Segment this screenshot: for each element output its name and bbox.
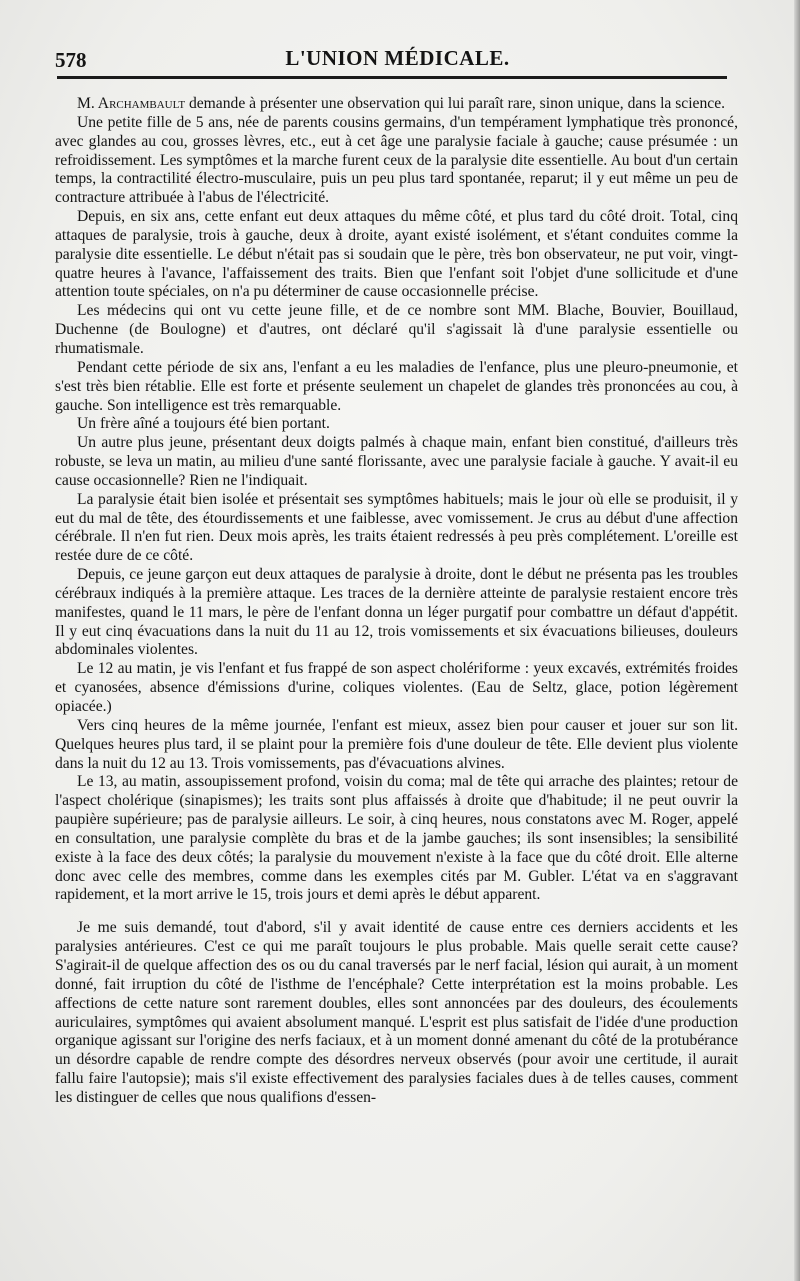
body-text [55, 95, 738, 1108]
paragraph: Depuis, ce jeune garçon eut deux attaques de paralysie à droite, dont le début ne présenta pas les troubles cérébraux indiqués à la première attaque. Les traces de la dernière atteinte de paralysie restaient encore très manifestes, quand le 11 mars, le père de l'enfant donna un léger purgatif pour combattre un défaut d'appétit. Il y eut cinq évacuations dans la nuit du 11 au 12, trois vomissements et six évacuations bilieuses, douleurs abdominales violentes. [55, 566, 738, 659]
paragraph: Les médecins qui ont vu cette jeune fille, et de ce nombre sont MM. Blache, Bouvier, Bouillaud, Duchenne (de Boulogne) et d'autres, ont déclaré qu'il s'agissait là d'une paralysie essentielle ou rhumatismale. [55, 302, 738, 357]
paragraph: Un autre plus jeune, présentant deux doigts palmés à chaque main, enfant bien constitué, d'ailleurs très robuste, se leva un matin, au milieu d'une santé florissante, avec une paralysie faciale à gauche. Y avait-il eu cause occasionnelle? Rien ne l'indiquait. [55, 434, 738, 489]
header-rule [57, 76, 727, 79]
paragraph: Un frère aîné a toujours été bien portant. [77, 415, 330, 433]
running-title: L'UNION MÉDICALE. [285, 46, 510, 70]
paragraph: Le 12 au matin, je vis l'enfant et fus frappé de son aspect cholériforme : yeux excavés, extrémités froides et cyanosées, absence d'émissions d'urine, coliques violentes. (Eau de Seltz, glace, potion légèrement opiacée.) [55, 660, 738, 715]
page-header [55, 40, 740, 70]
author-name: M. Archambault [77, 95, 186, 112]
paragraph: Je me suis demandé, tout d'abord, s'il y avait identité de cause entre ces derniers accidents et les paralysies antérieures. C'est ce qui me paraît toujours le plus probable. Mais quelle serait cette cause? S'agirait-il de quelque affection des os ou du canal traversés par le nerf facial, lésion qui aurait, à un moment donné, fait irruption du côté de l'isthme de l'encéphale? Cette interprétation est la moins probable. Les affections de cette nature sont rarement doubles, elles sont annoncées par des douleurs, des écoulements auriculaires, symptômes qui avaient absolument manqué. L'esprit est plus satisfait de l'idée d'une production organique agissant sur l'origine des nerfs faciaux, et à un moment donné amenant du côté de la protubérance un désordre capable de rendre compte des désordres nerveux observés (pour avoir une certitude, il aurait fallu faire l'autopsie); mais s'il existe effectivement des paralysies faciales dues à de telles causes, comment les distinguer de celles que nous qualifions d'essen- [55, 919, 738, 1106]
paragraph: Le 13, au matin, assoupissement profond, voisin du coma; mal de tête qui arrache des plaintes; retour de l'aspect cholérique (sinapismes); les traits sont plus affaissés à droite que d'habitude; il ne peut ouvrir la paupière supérieure; pas de paralysie ailleurs. Le soir, à cinq heures, nous constatons avec M. Roger, appelé en consultation, une paralysie complète du bras et de la jambe gauches; ils sont insensibles; la sensibilité existe à la face des deux côtés; la paralysie du mouvement n'existe à la face que du côté droit. Elle alterne donc avec celle des membres, comme dans les exemples cités par M. Gubler. L'état va en s'aggravant rapidement, et la mort arrive le 15, trois jours et demi après le début apparent. [55, 773, 738, 904]
paragraph: La paralysie était bien isolée et présentait ses symptômes habituels; mais le jour où elle se produisit, il y eut du mal de tête, des étourdissements et une faiblesse, avec vomissement. Je crus au début d'une affection cérébrale. Il n'en fut rien. Deux mois après, les traits étaient redressés à peu près complétement. L'oreille est restée dure de ce côté. [55, 490, 738, 565]
paragraph: Pendant cette période de six ans, l'enfant a eu les maladies de l'enfance, plus une pleuro-pneumonie, et s'est très bien rétablie. Elle est forte et présente seulement un chapelet de glandes très prononcées au cou, à gauche. Son intelligence est très remarquable. [55, 358, 738, 414]
paragraph: Vers cinq heures de la même journée, l'enfant est mieux, assez bien pour causer et jouer sur son lit. Quelques heures plus tard, il se plaint pour la première fois d'une douleur de tête. Elle devient plus violente dans la nuit du 12 au 13. Trois vomissements, pas d'évacuations alvines. [55, 716, 738, 772]
page-number: 578 [55, 48, 87, 72]
paragraph: Une petite fille de 5 ans, née de parents cousins germains, d'un tempérament lymphatique très prononcé, avec glandes au cou, grosses lèvres, etc., eut à cet âge une paralysie faciale à gauche; cause présumée : un refroidissement. Les symptômes et la marche furent ceux de la paralysie dite essentielle. Au bout d'un certain temps, la contractilité électro-musculaire, puis un peu plus tard spontanée, reparut; il y eut même un peu de contracture attribuée à l'abus de l'électricité. [55, 113, 738, 207]
paragraph: M. Archambault demande à présenter une observation qui lui paraît rare, sinon unique, dans la science. [77, 95, 726, 112]
page-edge-shadow [794, 0, 800, 1281]
paragraph: Depuis, en six ans, cette enfant eut deux attaques du même côté, et plus tard du côté droit. Total, cinq attaques de paralysie, trois à gauche, deux à droite, ayant existé isolément, et s'étant conduites comme la paralysie dite essentielle. Le début n'était pas si soudain que le père, très bon observateur, ne put voir, vingt-quatre heures à l'avance, l'affaissement des traits. Bien que l'enfant soit l'objet d'une sollicitude et d'une attention toute spéciales, on n'a pu déterminer de cause occasionnelle précise. [55, 208, 738, 301]
